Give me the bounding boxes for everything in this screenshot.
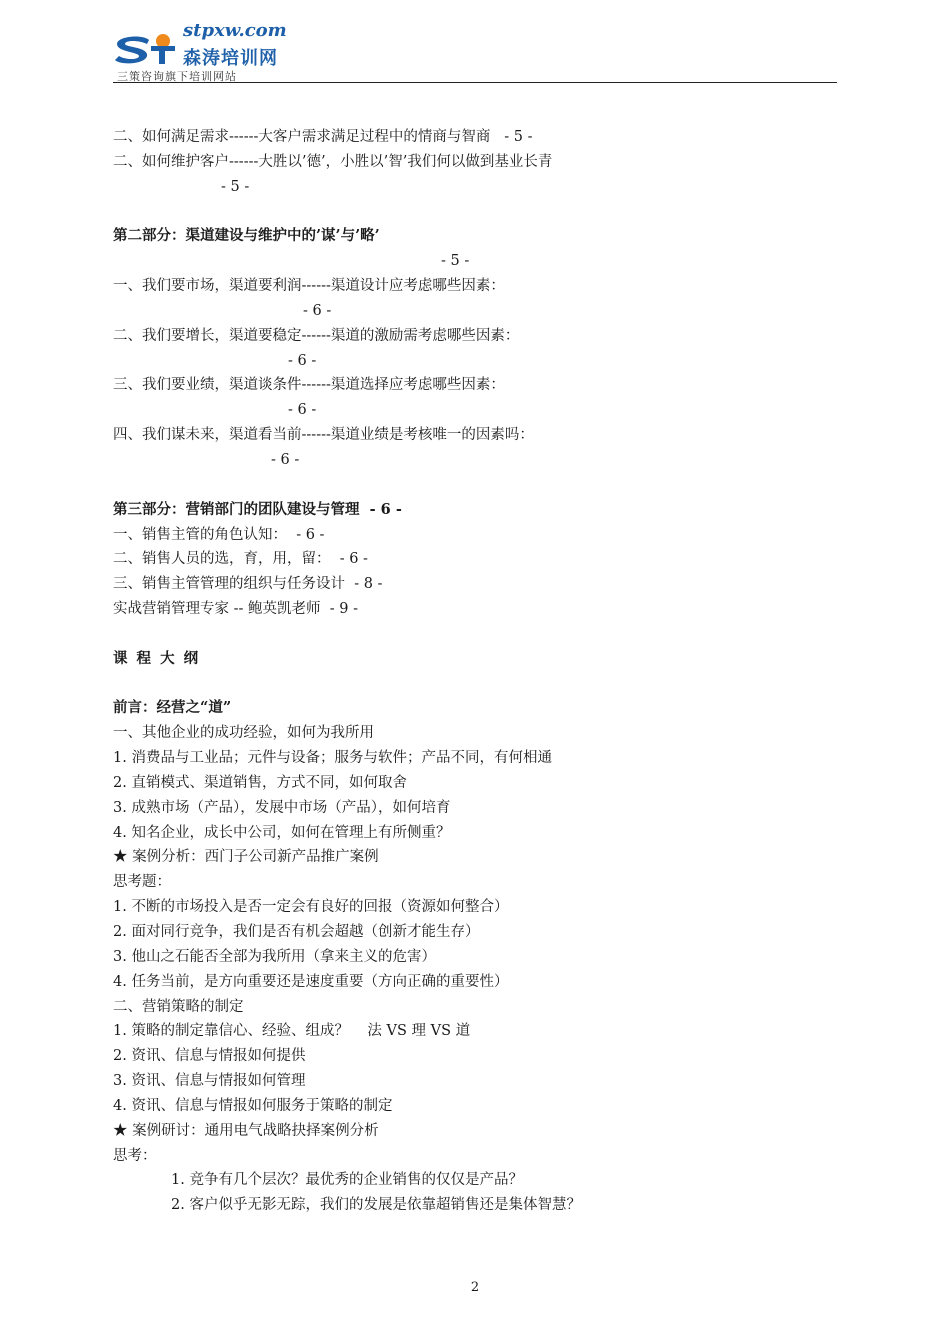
toc-page-number: - 5 - [221, 178, 250, 195]
toc-entry: 二、如何满足需求------大客户需求满足过程中的情商与智商 - 5 - [113, 129, 533, 145]
list-item: 3. 他山之石能否全部为我所用（拿来主义的危害） [113, 948, 436, 965]
st-logo-icon [113, 32, 179, 66]
list-item: 2. 客户似乎无影无踪，我们的发展是依靠超销售还是集体智慧？ [171, 1197, 581, 1214]
page-number: 2 [470, 1280, 480, 1295]
toc-entry: 三、销售主管管理的组织与任务设计 - 8 - [113, 576, 383, 593]
list-item: 1. 策略的制定靠信心、经验、组成？ 法 VS 理 VS 道 [113, 1023, 471, 1040]
toc-page-number: - 6 - [288, 352, 317, 369]
toc-entry: 三、我们要业绩，渠道谈条件------渠道选择应考虑哪些因素： [113, 377, 505, 394]
section-heading: 一、其他企业的成功经验，如何为我所用 [113, 725, 374, 742]
toc-page-number: - 6 - [271, 451, 300, 468]
toc-entry: 二、我们要增长，渠道要稳定------渠道的激励需考虑哪些因素： [113, 327, 520, 344]
site-tagline: 三策咨询旗下培训网站 [117, 70, 237, 83]
toc-page-number: - 5 - [441, 253, 470, 270]
list-item: 3. 资讯、信息与情报如何管理 [113, 1073, 306, 1090]
list-item: 4. 任务当前，是方向重要还是速度重要（方向正确的重要性） [113, 973, 509, 990]
toc-entry: 一、销售主管的角色认知： - 6 - [113, 526, 325, 543]
toc-part2-title: 第二部分：渠道建设与维护中的’谋’与’略’ [113, 227, 380, 245]
toc-entry: 实战营销管理专家 -- 鲍英凯老师 - 9 - [113, 601, 358, 618]
list-item: 3. 成熟市场（产品），发展中市场（产品），如何培育 [113, 799, 451, 816]
toc-entry: 一、我们要市场，渠道要利润------渠道设计应考虑哪些因素： [113, 278, 505, 295]
toc-entry: 四、我们谋未来，渠道看当前------渠道业绩是考核唯一的因素吗： [113, 427, 534, 444]
think-label: 思考题： [113, 874, 171, 891]
header-divider [113, 82, 837, 83]
list-item: 2. 资讯、信息与情报如何提供 [113, 1048, 306, 1065]
case-study: ★ 案例研讨：通用电气战略抉择案例分析 [113, 1122, 379, 1139]
list-item: 4. 知名企业，成长中公司，如何在管理上有所侧重？ [113, 824, 451, 841]
case-study: ★ 案例分析：西门子公司新产品推广案例 [113, 849, 379, 866]
preface-title: 前言：经营之“道” [113, 699, 232, 717]
toc-page-number: - 6 - [303, 302, 332, 319]
document-body [113, 125, 837, 1218]
toc-entry: 二、销售人员的选，育，用，留： - 6 - [113, 551, 368, 568]
site-name: 森涛培训网 [183, 48, 278, 69]
list-item: 4. 资讯、信息与情报如何服务于策略的制定 [113, 1097, 393, 1114]
toc-page-number: - 6 - [288, 402, 317, 419]
list-item: 1. 不断的市场投入是否一定会有良好的回报（资源如何整合） [113, 899, 509, 916]
think-label: 思考： [113, 1147, 157, 1164]
toc-entry: 二、如何维护客户------大胜以’德’，小胜以’智’我们何以做到基业长青 [113, 153, 553, 170]
list-item: 2. 面对同行竞争，我们是否有机会超越（创新才能生存） [113, 924, 480, 940]
site-url: stpxw.com [183, 20, 287, 41]
section-heading: 二、营销策略的制定 [113, 998, 244, 1015]
page-header [113, 18, 837, 84]
list-item: 1. 竞争有几个层次？最优秀的企业销售的仅仅是产品？ [171, 1172, 523, 1189]
toc-part3-title: 第三部分：营销部门的团队建设与管理 - 6 - [113, 500, 402, 518]
list-item: 2. 直销模式、渠道销售，方式不同，如何取舍 [113, 774, 407, 791]
outline-title: 课 程 大 纲 [113, 649, 201, 667]
list-item: 1. 消费品与工业品；元件与设备；服务与软件；产品不同，有何相通 [113, 750, 552, 767]
